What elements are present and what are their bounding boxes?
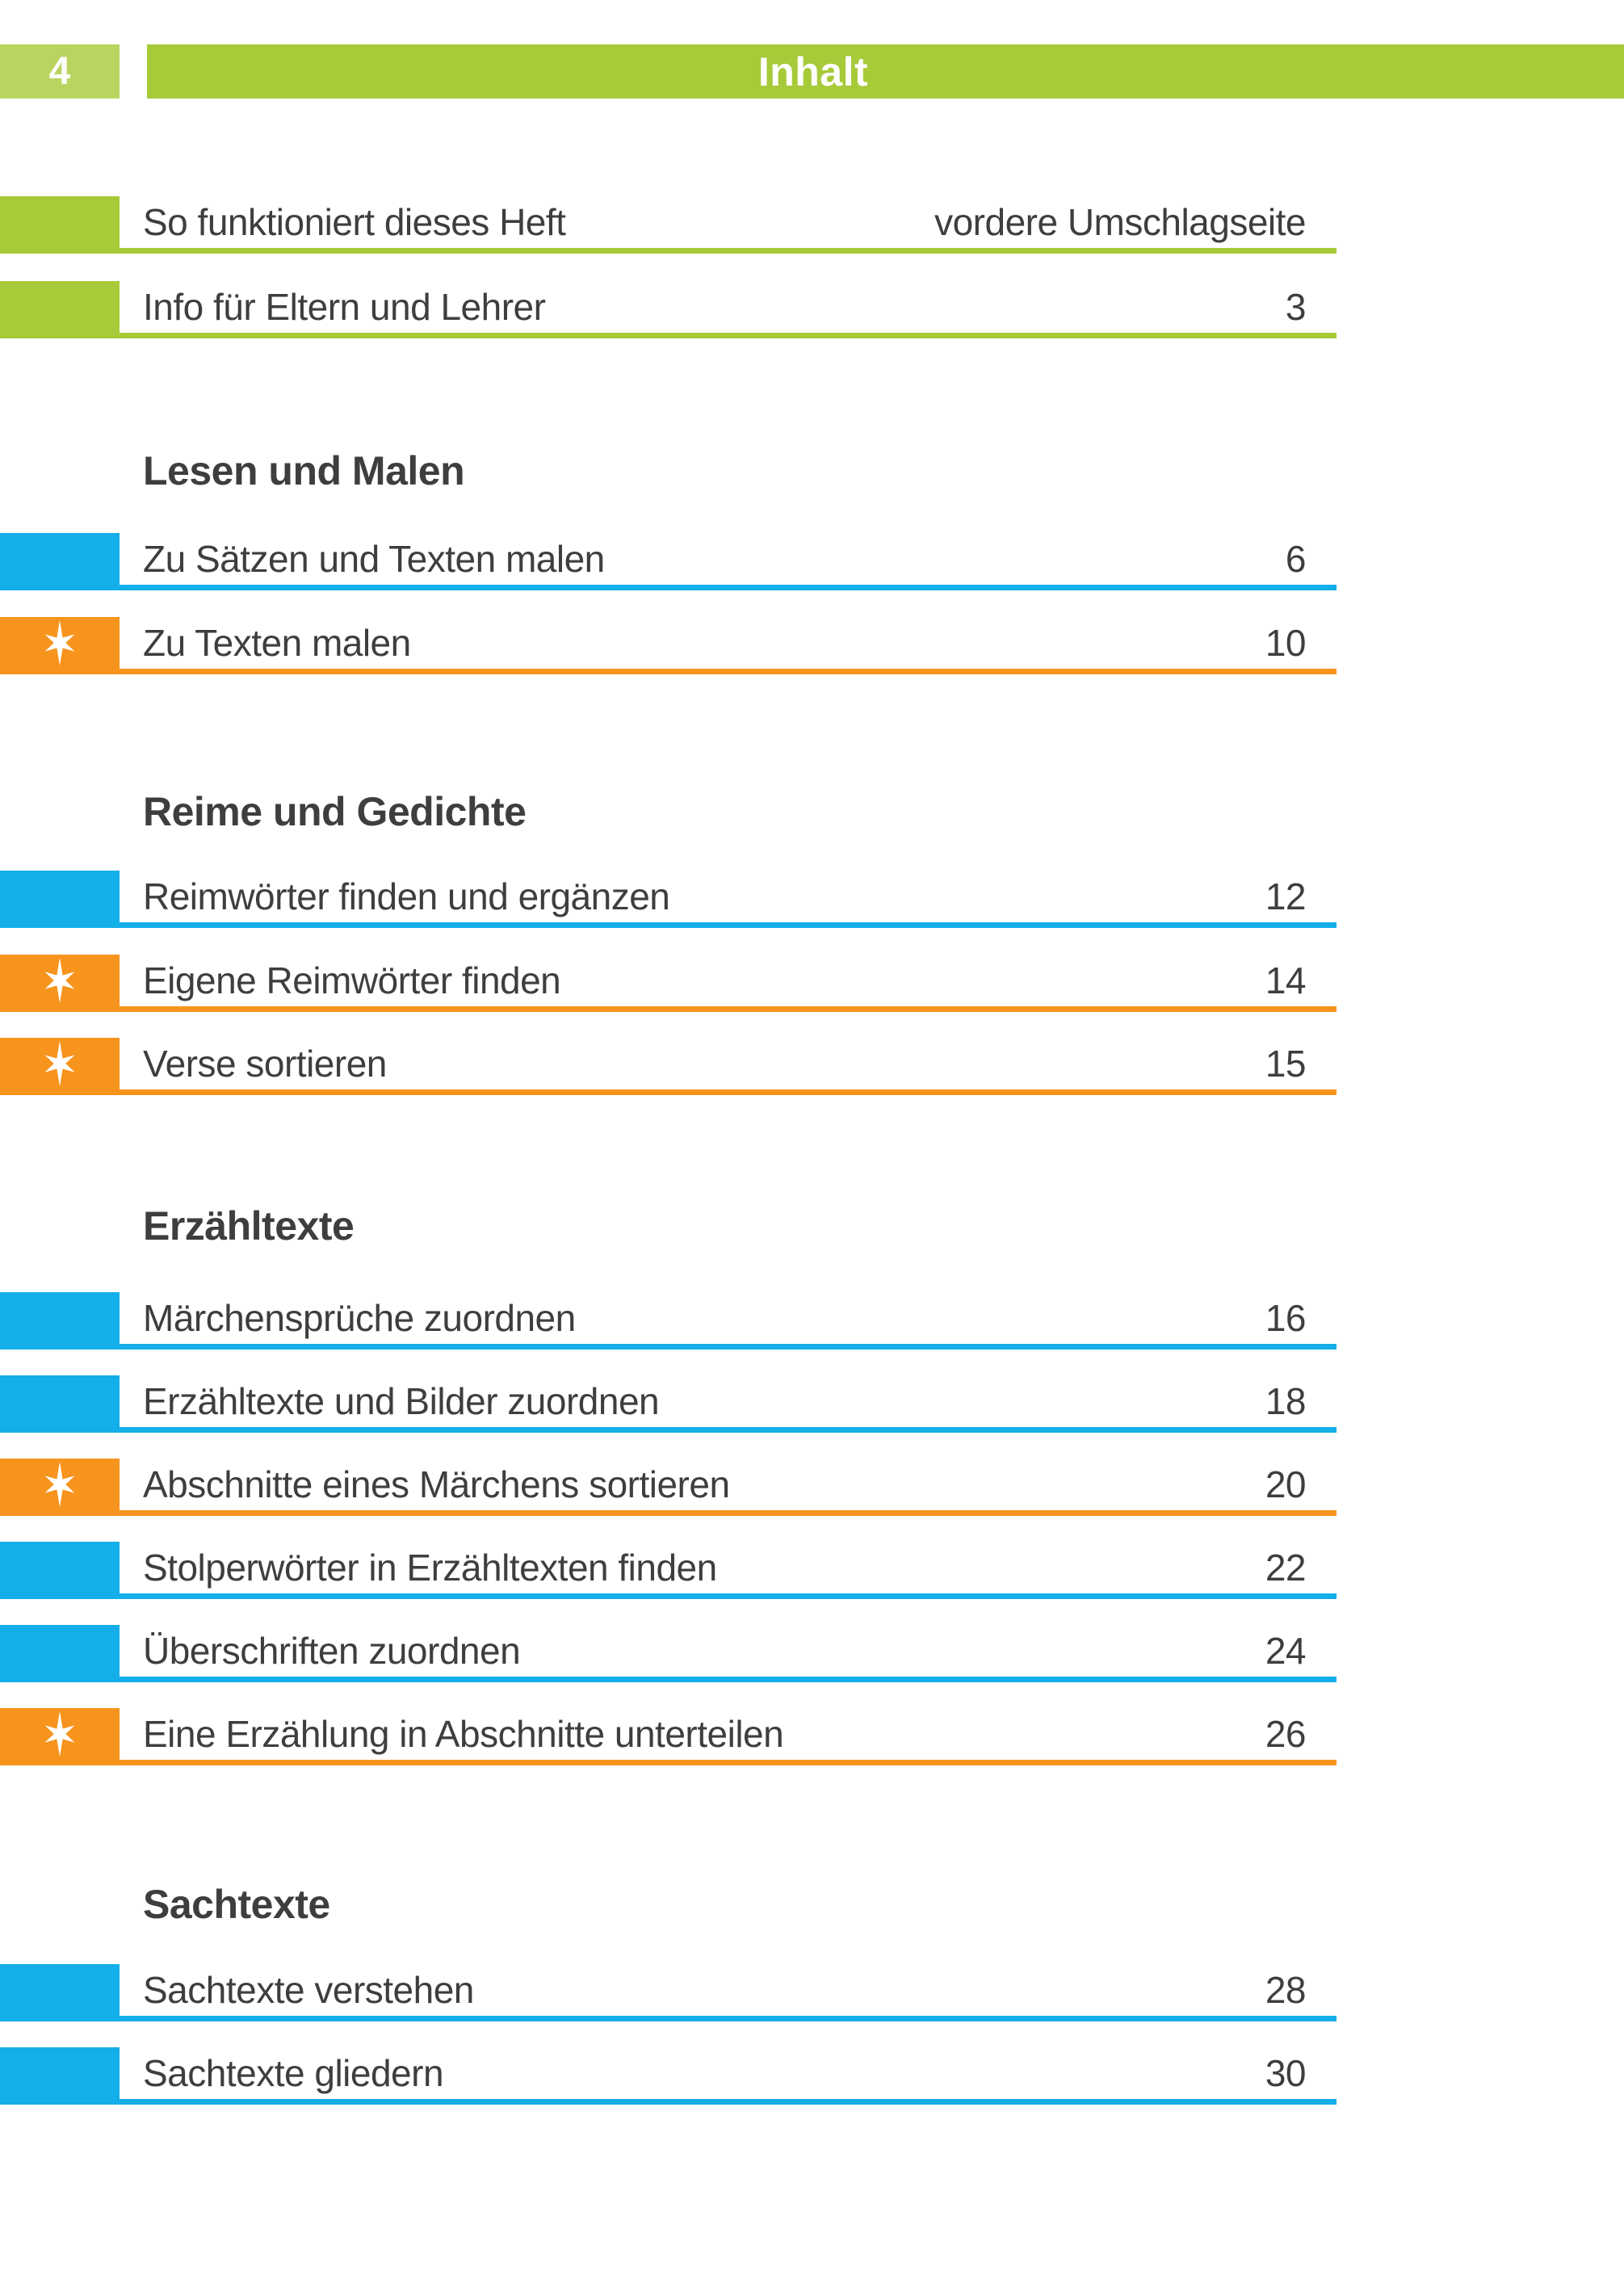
toc-entry-label: Eigene Reimwörter finden [143, 959, 561, 1001]
toc-entry-page: 3 [1285, 286, 1306, 328]
page-title: Inhalt [757, 48, 869, 94]
star-icon [37, 955, 82, 1005]
toc-entry-label: Zu Texten malen [143, 622, 411, 664]
toc-entry-page: 10 [1265, 622, 1306, 664]
star-icon [37, 1459, 82, 1509]
toc-row [0, 1038, 1337, 1095]
row-underline [0, 1427, 1337, 1433]
toc-entry-label: Sachtexte gliedern [143, 2052, 444, 2094]
toc-entry-label: So funktioniert dieses Heft [143, 201, 566, 243]
toc-row [0, 1625, 1337, 1682]
star-icon [37, 1709, 82, 1759]
toc-row [0, 2047, 1337, 2105]
toc-row [0, 1708, 1337, 1765]
toc-row [0, 196, 1337, 254]
toc-row [0, 1542, 1337, 1599]
header-bar [147, 44, 1624, 99]
toc-entry-label: Abschnitte eines Märchens sortieren [143, 1463, 730, 1505]
row-underline [0, 1344, 1337, 1350]
orange-marker-square [0, 955, 120, 1006]
section-title: Erzähltexte [143, 1203, 355, 1249]
page-number-box [0, 44, 120, 99]
toc-entry-label: Verse sortieren [143, 1043, 387, 1085]
toc-entry-label: Stolperwörter in Erzähltexten finden [143, 1547, 717, 1589]
toc-entry-label: Erzähltexte und Bilder zuordnen [143, 1380, 660, 1422]
toc-entry-page: 30 [1265, 2052, 1306, 2094]
toc-entry-label: Eine Erzählung in Abschnitte unterteilen [143, 1713, 784, 1755]
blue-marker-square [0, 1292, 120, 1344]
blue-marker-square [0, 871, 120, 922]
section-title: Reime und Gedichte [143, 789, 527, 834]
blue-marker-square [0, 1542, 120, 1593]
row-underline [0, 248, 1337, 254]
row-underline [0, 1593, 1337, 1599]
toc-row [0, 533, 1337, 590]
blue-marker-square [0, 533, 120, 585]
page-number: 4 [48, 50, 71, 93]
star-icon [37, 618, 82, 668]
toc-entry-page: 18 [1265, 1380, 1306, 1422]
row-underline [0, 1760, 1337, 1765]
toc-row [0, 1964, 1337, 2021]
section-title: Lesen und Malen [143, 448, 465, 493]
row-underline [0, 333, 1337, 338]
section-title: Sachtexte [143, 1882, 330, 1927]
toc-entry-label: Info für Eltern und Lehrer [143, 286, 546, 328]
toc-entry-page: vordere Umschlagseite [934, 201, 1306, 243]
orange-marker-square [0, 1038, 120, 1089]
toc-entry-page: 20 [1265, 1463, 1306, 1505]
row-underline [0, 585, 1337, 590]
toc-entry-page: 15 [1265, 1043, 1306, 1085]
blue-marker-square [0, 1964, 120, 2016]
toc-row [0, 1292, 1337, 1350]
row-underline [0, 1089, 1337, 1095]
toc-row [0, 1375, 1337, 1433]
row-underline [0, 669, 1337, 674]
toc-entry-label: Sachtexte verstehen [143, 1969, 474, 2011]
row-underline [0, 2016, 1337, 2021]
orange-marker-square [0, 617, 120, 669]
blue-marker-square [0, 1375, 120, 1427]
row-underline [0, 1006, 1337, 1012]
toc-row [0, 955, 1337, 1012]
toc-entry-page: 14 [1265, 959, 1306, 1001]
row-underline [0, 1677, 1337, 1682]
header-title-wrap [147, 44, 1479, 99]
star-icon [37, 1039, 82, 1089]
row-underline [0, 922, 1337, 928]
toc-entry-label: Reimwörter finden und ergänzen [143, 875, 670, 917]
toc-row [0, 281, 1337, 338]
toc-entry-page: 16 [1265, 1297, 1306, 1339]
toc-entry-page: 12 [1265, 875, 1306, 917]
toc-entry-label: Zu Sätzen und Texten malen [143, 538, 605, 580]
green-marker-square [0, 196, 120, 248]
blue-marker-square [0, 1625, 120, 1677]
row-underline [0, 1510, 1337, 1516]
toc-entry-label: Überschriften zuordnen [143, 1630, 521, 1672]
orange-marker-square [0, 1459, 120, 1510]
green-marker-square [0, 281, 120, 333]
toc-entry-page: 6 [1285, 538, 1306, 580]
row-underline [0, 2099, 1337, 2105]
orange-marker-square [0, 1708, 120, 1760]
toc-entry-label: Märchensprüche zuordnen [143, 1297, 576, 1339]
toc-row [0, 617, 1337, 674]
toc-entry-page: 24 [1265, 1630, 1306, 1672]
toc-row [0, 1459, 1337, 1516]
toc-entry-page: 26 [1265, 1713, 1306, 1755]
toc-row [0, 871, 1337, 928]
blue-marker-square [0, 2047, 120, 2099]
toc-entry-page: 28 [1265, 1969, 1306, 2011]
toc-entry-page: 22 [1265, 1547, 1306, 1589]
